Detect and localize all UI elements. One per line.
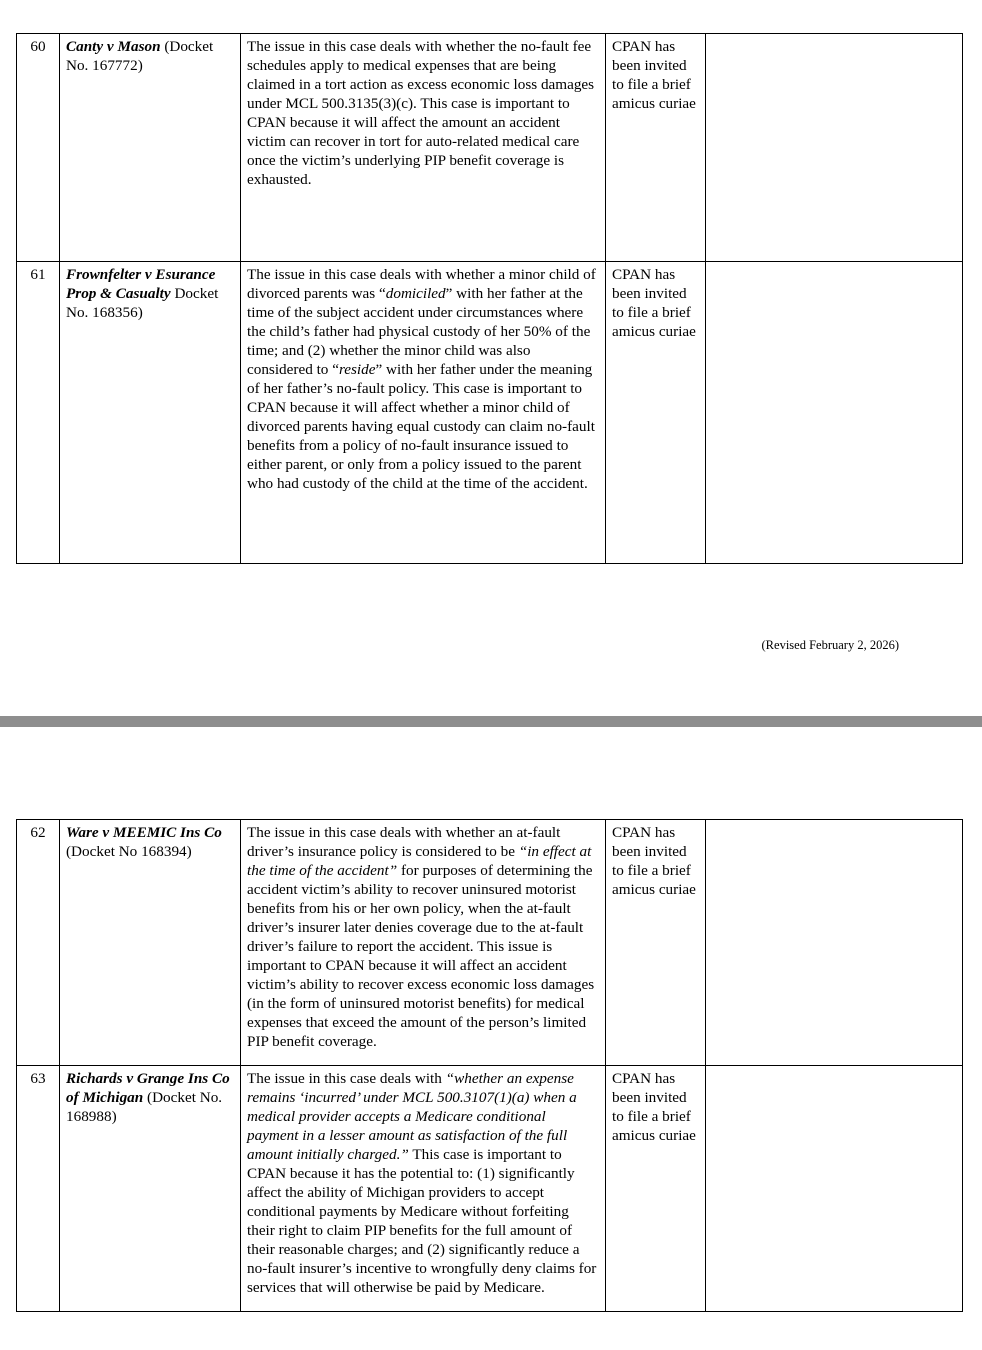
row-number: 61 (17, 262, 60, 564)
description-text: The issue in this case deals with whether a minor child of divorced parents was “ (247, 266, 596, 302)
table-row (17, 262, 963, 564)
cases-table-bottom (16, 819, 963, 1312)
cases-table-top (16, 33, 963, 564)
description-text: The issue in this case deals with whether the no-fault fee schedules apply to medical expenses that are being claimed in a tort action as excess economic loss damages under MCL 500.3135(3)(c). This case is important to CPAN because it will affect the amount an accident victim can recover in tort for auto-related medical care once the victim’s underlying PIP benefit coverage is exhausted. (247, 38, 595, 188)
description-emphasis: “in effect at the time of the accident” (247, 843, 592, 879)
description-emphasis: reside (338, 361, 376, 378)
docket-number: (Docket No. 168988) (66, 1089, 223, 1125)
description-emphasis: domiciled (385, 285, 446, 302)
docket-number: (Docket No. 167772) (66, 38, 214, 74)
case-name: Richards v Grange Ins Co of Michigan (66, 1070, 230, 1106)
description-text: This case is important to CPAN because it has the potential to: (1) significantly affect the ability of Michigan providers to accept conditional payments by Medicare without forfeiting their right to claim PIP benefits for the full amount of their reasonable charges; and (2) significantly reduce a no-fault insurer’s incentive to wrongfully deny claims for services that will otherwise be paid by Medicare. (247, 1146, 597, 1296)
case-description (241, 34, 606, 262)
case-description (241, 1066, 606, 1312)
revision-footer: (Revised February 2, 2026) (761, 638, 899, 652)
case-caption (60, 820, 241, 1066)
case-description (241, 262, 606, 564)
notes-cell (706, 820, 963, 1066)
case-name: Ware v MEEMIC Ins Co (66, 824, 222, 841)
docket-number: (Docket No 168394) (66, 843, 192, 860)
case-status: CPAN has been invited to file a brief amicus curiae (606, 34, 706, 262)
case-status: CPAN has been invited to file a brief amicus curiae (606, 1066, 706, 1312)
case-description (241, 820, 606, 1066)
row-number: 63 (17, 1066, 60, 1312)
notes-cell (706, 34, 963, 262)
row-number: 60 (17, 34, 60, 262)
page-divider (0, 716, 982, 727)
table-row (17, 820, 963, 1066)
case-caption (60, 34, 241, 262)
description-text: for purposes of determining the accident victim’s ability to recover uninsured motorist benefits from his or her own policy, when the at-fault driver’s insurer later denies coverage due to the at-fault driver’s failure to report the accident. This issue is important to CPAN because it will affect an accident victim’s ability to recover excess economic loss damages (in the form of uninsured motorist benefits) for medical expenses that exceed the amount of the person’s limited PIP benefit coverage. (247, 862, 595, 1050)
notes-cell (706, 262, 963, 564)
table-row (17, 1066, 963, 1312)
case-name: Canty v Mason (66, 38, 161, 55)
case-status: CPAN has been invited to file a brief amicus curiae (606, 820, 706, 1066)
case-caption (60, 1066, 241, 1312)
description-text: ” with her father under the meaning of her father’s no-fault policy. This case is important to CPAN because it will affect whether a minor child of divorced parents having equal custody can claim no-fault benefits from a policy of no-fault insurance issued to either parent, or only from a policy issued to the parent who had custody of the child at the time of the accident. (247, 361, 595, 492)
case-caption (60, 262, 241, 564)
docket-number: Docket No. 168356) (66, 285, 219, 321)
table-row (17, 34, 963, 262)
description-emphasis: “whether an expense remains ‘incurred’ under MCL 500.3107(1)(a) when a medical provider accepts a Medicare conditional payment in a lesser amount as satisfaction of the full amount initially charged.” (247, 1070, 577, 1163)
row-number: 62 (17, 820, 60, 1066)
description-text: The issue in this case deals with whether an at-fault driver’s insurance policy is considered to be (247, 824, 561, 860)
case-name: Frownfelter v Esurance Prop & Casualty (66, 266, 216, 302)
description-text: ” with her father at the time of the subject accident under circumstances where the child’s father had physical custody of her 50% of the time; and (2) whether the minor child was also considered to “ (247, 285, 591, 378)
notes-cell (706, 1066, 963, 1312)
case-status: CPAN has been invited to file a brief amicus curiae (606, 262, 706, 564)
description-text: The issue in this case deals with (247, 1070, 446, 1087)
